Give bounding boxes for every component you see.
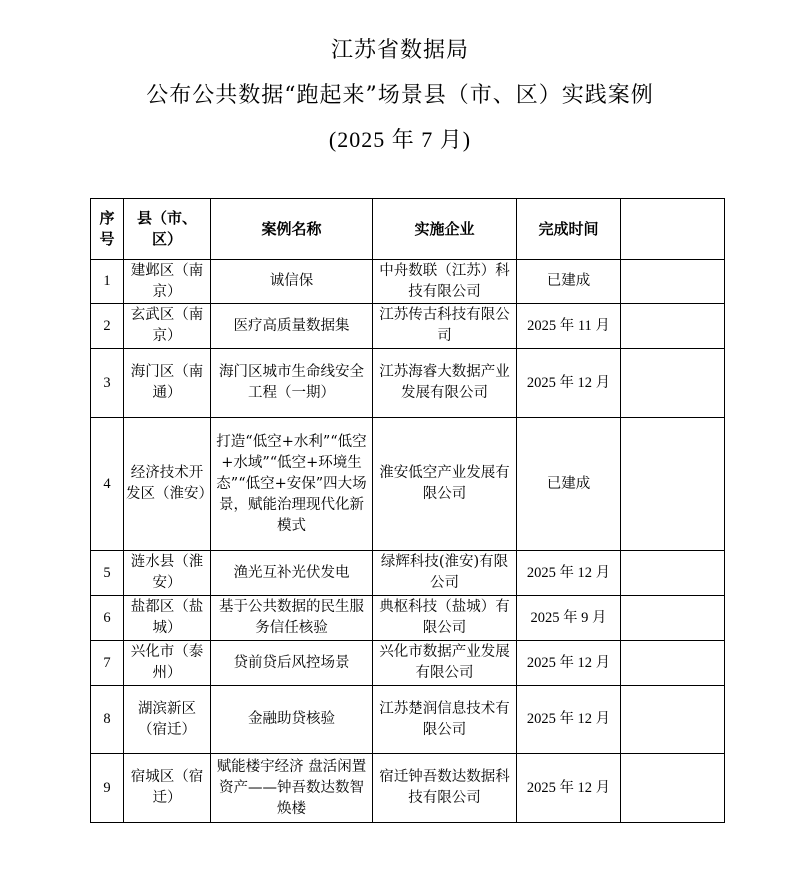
document-title: 江苏省数据局 — [330, 38, 469, 63]
cell-case: 医疗高质量数据集 — [211, 304, 373, 349]
cell-no: 9 — [91, 754, 124, 823]
cell-no: 6 — [91, 596, 124, 641]
cell-no: 4 — [91, 418, 124, 551]
cell-no: 1 — [91, 260, 124, 304]
cell-case: 诚信保 — [211, 260, 373, 304]
header-no: 序号 — [91, 199, 124, 260]
cell-county: 涟水县（淮安） — [124, 551, 211, 596]
cell-no: 3 — [91, 349, 124, 418]
cell-extra — [621, 596, 725, 641]
cell-case: 基于公共数据的民生服务信任核验 — [211, 596, 373, 641]
cell-company: 典枢科技（盐城）有限公司 — [373, 596, 517, 641]
table-row — [91, 551, 725, 596]
cell-no: 2 — [91, 304, 124, 349]
cell-company: 江苏传古科技有限公司 — [373, 304, 517, 349]
cell-case: 渔光互补光伏发电 — [211, 551, 373, 596]
header-case: 案例名称 — [211, 199, 373, 260]
table-row — [91, 349, 725, 418]
table-row — [91, 686, 725, 754]
cell-time: 2025 年 12 月 — [517, 551, 621, 596]
cell-county: 湖滨新区（宿迁） — [124, 686, 211, 754]
cell-county: 建邺区（南京） — [124, 260, 211, 304]
cell-company: 淮安低空产业发展有限公司 — [373, 418, 517, 551]
header-company: 实施企业 — [373, 199, 517, 260]
cell-time: 2025 年 11 月 — [517, 304, 621, 349]
cell-county: 经济技术开发区（淮安） — [124, 418, 211, 551]
header-time: 完成时间 — [517, 199, 621, 260]
cell-county: 宿城区（宿迁） — [124, 754, 211, 823]
document-subtitle: 公布公共数据“跑起来”场景县（市、区）实践案例 — [146, 83, 654, 108]
cell-case: 金融助贷核验 — [211, 686, 373, 754]
table-row — [91, 304, 725, 349]
cell-company: 江苏海睿大数据产业发展有限公司 — [373, 349, 517, 418]
cell-extra — [621, 641, 725, 686]
table-row — [91, 641, 725, 686]
table-row — [91, 754, 725, 823]
cell-time: 2025 年 12 月 — [517, 349, 621, 418]
cell-case: 贷前贷后风控场景 — [211, 641, 373, 686]
cell-time: 2025 年 9 月 — [517, 596, 621, 641]
cell-time: 已建成 — [517, 260, 621, 304]
cell-county: 玄武区（南京） — [124, 304, 211, 349]
table-row — [91, 596, 725, 641]
cell-no: 8 — [91, 686, 124, 754]
cell-company: 绿辉科技(淮安)有限公司 — [373, 551, 517, 596]
cell-extra — [621, 349, 725, 418]
table-row — [91, 260, 725, 304]
cell-county: 海门区（南通） — [124, 349, 211, 418]
cell-company: 中舟数联（江苏）科技有限公司 — [373, 260, 517, 304]
cell-case: 打造“低空+水利”“低空+水域”“低空+环境生态”“低空+安保”四大场景，赋能治理现代化新模式 — [211, 418, 373, 551]
cell-company: 江苏楚润信息技术有限公司 — [373, 686, 517, 754]
table-row — [91, 418, 725, 551]
cell-case: 赋能楼宇经济 盘活闲置资产——钟吾数达数智焕楼 — [211, 754, 373, 823]
header-extra — [621, 199, 725, 260]
table-header-row — [91, 199, 725, 260]
cell-county: 盐都区（盐城） — [124, 596, 211, 641]
cell-time: 2025 年 12 月 — [517, 641, 621, 686]
cell-extra — [621, 418, 725, 551]
cell-extra — [621, 686, 725, 754]
cell-company: 兴化市数据产业发展有限公司 — [373, 641, 517, 686]
cell-no: 7 — [91, 641, 124, 686]
cell-extra — [621, 304, 725, 349]
header-county: 县（市、区） — [124, 199, 211, 260]
cell-extra — [621, 754, 725, 823]
cell-time: 2025 年 12 月 — [517, 754, 621, 823]
cell-time: 2025 年 12 月 — [517, 686, 621, 754]
cell-company: 宿迁钟吾数达数据科技有限公司 — [373, 754, 517, 823]
document-date: (2025 年 7 月) — [328, 127, 472, 152]
cell-no: 5 — [91, 551, 124, 596]
cell-extra — [621, 260, 725, 304]
cell-case: 海门区城市生命线安全工程（一期） — [211, 349, 373, 418]
cell-extra — [621, 551, 725, 596]
cell-county: 兴化市（泰州） — [124, 641, 211, 686]
cases-table — [90, 198, 725, 823]
cell-time: 已建成 — [517, 418, 621, 551]
